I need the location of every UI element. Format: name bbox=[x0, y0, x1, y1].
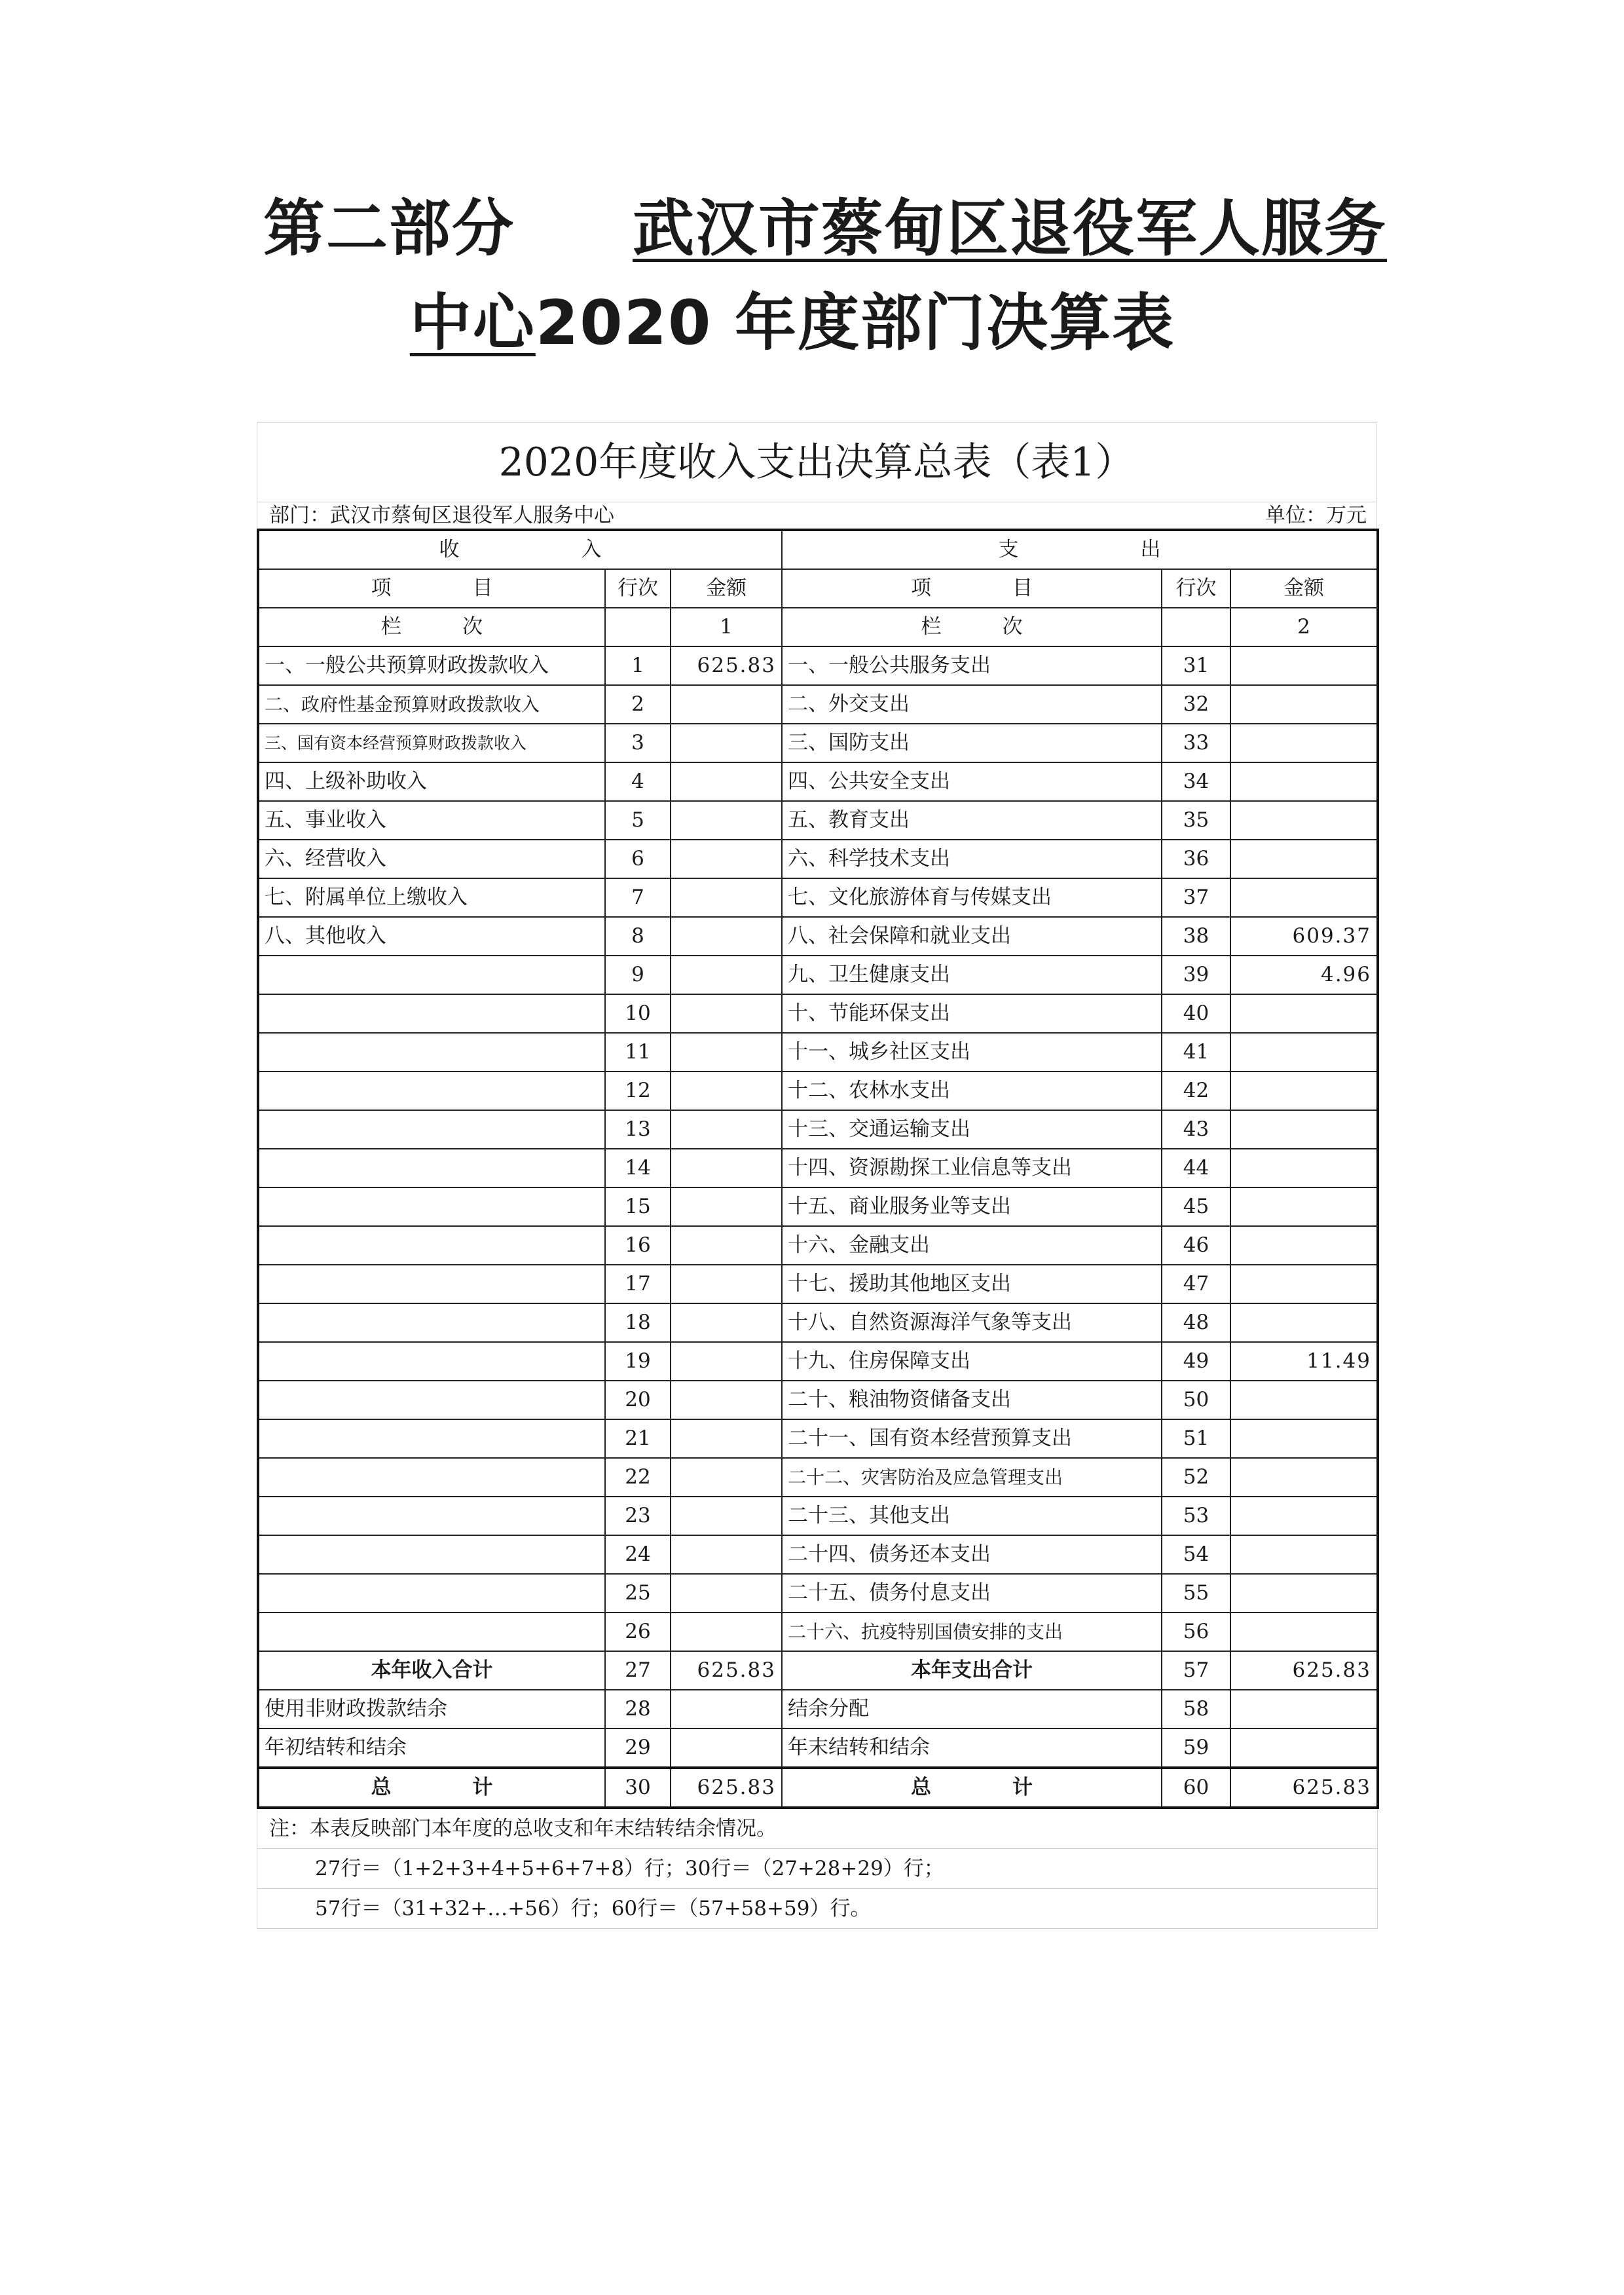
expense-item-cell: 十八、自然资源海洋气象等支出 bbox=[782, 1303, 1162, 1342]
expense-amount-cell bbox=[1230, 1381, 1378, 1419]
table-row bbox=[258, 762, 1378, 801]
income-amount-cell bbox=[671, 1690, 782, 1728]
income-lan-number: 1 bbox=[671, 608, 782, 646]
expense-row-no-cell: 31 bbox=[1162, 646, 1230, 685]
income-row-no-cell: 26 bbox=[605, 1613, 671, 1651]
expense-amount-cell bbox=[1230, 1613, 1378, 1651]
income-item-cell: 使用非财政拨款结余 bbox=[258, 1690, 605, 1728]
income-amount-cell bbox=[671, 840, 782, 878]
expense-row-no-cell: 50 bbox=[1162, 1381, 1230, 1419]
expense-row-no-cell: 34 bbox=[1162, 762, 1230, 801]
table-row bbox=[258, 801, 1378, 840]
income-amount-cell: 625.83 bbox=[671, 1651, 782, 1690]
table-row bbox=[258, 878, 1378, 917]
expense-amount-cell bbox=[1230, 1226, 1378, 1265]
expense-row-no-cell: 43 bbox=[1162, 1110, 1230, 1149]
expense-amount-cell: 11.49 bbox=[1230, 1342, 1378, 1381]
income-item-cell bbox=[258, 1574, 605, 1613]
expense-header: 支 出 bbox=[782, 530, 1378, 569]
department-label: 部门：武汉市蔡甸区退役军人服务中心 bbox=[269, 504, 614, 527]
expense-item-cell: 二十二、灾害防治及应急管理支出 bbox=[782, 1458, 1162, 1497]
subtotal-row bbox=[258, 1651, 1378, 1690]
income-amount-cell bbox=[671, 762, 782, 801]
table-row bbox=[258, 685, 1378, 724]
income-row-no-cell: 4 bbox=[605, 762, 671, 801]
table-row bbox=[258, 724, 1378, 762]
expense-row-no-cell: 42 bbox=[1162, 1072, 1230, 1110]
income-row-no-cell: 13 bbox=[605, 1110, 671, 1149]
expense-amount-cell bbox=[1230, 1303, 1378, 1342]
expense-amount-cell bbox=[1230, 685, 1378, 724]
table-row bbox=[258, 1535, 1378, 1574]
income-row-no-cell: 19 bbox=[605, 1342, 671, 1381]
income-row-no-cell: 17 bbox=[605, 1265, 671, 1303]
income-amount-cell bbox=[671, 1574, 782, 1613]
note-line: 注：本表反映部门本年度的总收支和年末结转结余情况。 bbox=[269, 1817, 777, 1840]
expense-item-cell: 七、文化旅游体育与传媒支出 bbox=[782, 878, 1162, 917]
expense-item-cell: 二十一、国有资本经营预算支出 bbox=[782, 1419, 1162, 1458]
income-item-cell bbox=[258, 1303, 605, 1342]
expense-item-cell: 十七、援助其他地区支出 bbox=[782, 1265, 1162, 1303]
income-item-cell: 三、国有资本经营预算财政拨款收入 bbox=[258, 724, 605, 762]
income-item-header: 项 目 bbox=[258, 569, 605, 608]
expense-amount-cell bbox=[1230, 801, 1378, 840]
expense-amount-cell bbox=[1230, 1033, 1378, 1072]
expense-row-no-cell: 33 bbox=[1162, 724, 1230, 762]
expense-row-no-cell: 44 bbox=[1162, 1149, 1230, 1187]
income-amount-cell bbox=[671, 1381, 782, 1419]
income-amount-cell bbox=[671, 724, 782, 762]
income-item-cell: 五、事业收入 bbox=[258, 801, 605, 840]
income-row-no-cell: 24 bbox=[605, 1535, 671, 1574]
section-header-row bbox=[258, 530, 1378, 569]
budget-sheet bbox=[257, 422, 1376, 1929]
table-row bbox=[258, 917, 1378, 956]
expense-row-no-header: 行次 bbox=[1162, 569, 1230, 608]
table-row bbox=[258, 1574, 1378, 1613]
income-row-no-cell: 30 bbox=[605, 1768, 671, 1808]
income-expense-table bbox=[257, 529, 1379, 1809]
expense-item-cell: 五、教育支出 bbox=[782, 801, 1162, 840]
expense-row-no-cell: 45 bbox=[1162, 1187, 1230, 1226]
column-number-row bbox=[258, 608, 1378, 646]
income-item-cell: 六、经营收入 bbox=[258, 840, 605, 878]
expense-row-no-cell: 57 bbox=[1162, 1651, 1230, 1690]
income-row-no-cell: 2 bbox=[605, 685, 671, 724]
table-row bbox=[258, 1072, 1378, 1110]
income-amount-cell bbox=[671, 917, 782, 956]
table-row bbox=[258, 1187, 1378, 1226]
income-row-no-cell: 20 bbox=[605, 1381, 671, 1419]
expense-item-cell: 十六、金融支出 bbox=[782, 1226, 1162, 1265]
income-row-no-cell: 11 bbox=[605, 1033, 671, 1072]
income-row-no-cell: 6 bbox=[605, 840, 671, 878]
table-row bbox=[258, 1381, 1378, 1419]
income-item-cell: 二、政府性基金预算财政拨款收入 bbox=[258, 685, 605, 724]
income-amount-cell bbox=[671, 878, 782, 917]
table-row bbox=[258, 1728, 1378, 1768]
expense-amount-cell bbox=[1230, 1535, 1378, 1574]
expense-amount-cell bbox=[1230, 1458, 1378, 1497]
expense-item-cell: 二、外交支出 bbox=[782, 685, 1162, 724]
table-row bbox=[258, 956, 1378, 994]
table-row bbox=[258, 1613, 1378, 1651]
income-header: 收 入 bbox=[258, 530, 782, 569]
income-item-cell bbox=[258, 1110, 605, 1149]
income-item-cell bbox=[258, 1187, 605, 1226]
expense-row-no-cell: 48 bbox=[1162, 1303, 1230, 1342]
expense-item-cell: 十五、商业服务业等支出 bbox=[782, 1187, 1162, 1226]
income-item-cell bbox=[258, 1149, 605, 1187]
expense-amount-cell bbox=[1230, 1419, 1378, 1458]
income-amount-cell bbox=[671, 1187, 782, 1226]
expense-item-cell: 二十五、债务付息支出 bbox=[782, 1574, 1162, 1613]
income-item-cell bbox=[258, 1613, 605, 1651]
expense-item-cell: 二十六、抗疫特别国债安排的支出 bbox=[782, 1613, 1162, 1651]
income-row-no-cell: 9 bbox=[605, 956, 671, 994]
income-row-no-cell: 15 bbox=[605, 1187, 671, 1226]
table-row bbox=[258, 1149, 1378, 1187]
income-lan-blank bbox=[605, 608, 671, 646]
expense-amount-cell: 625.83 bbox=[1230, 1651, 1378, 1690]
income-amount-cell bbox=[671, 1497, 782, 1535]
expense-item-cell: 三、国防支出 bbox=[782, 724, 1162, 762]
income-row-no-cell: 5 bbox=[605, 801, 671, 840]
expense-amount-header: 金额 bbox=[1230, 569, 1378, 608]
income-lan-label: 栏 次 bbox=[258, 608, 605, 646]
expense-amount-cell bbox=[1230, 1574, 1378, 1613]
expense-row-no-cell: 51 bbox=[1162, 1419, 1230, 1458]
heading-line-1 bbox=[13, 180, 1624, 278]
heading-org-name-cont: 中心 bbox=[409, 288, 536, 359]
note-formula-line: 57行＝（31+32+…+56）行；60行＝（57+58+59）行。 bbox=[257, 1888, 1377, 1928]
income-amount-cell bbox=[671, 1226, 782, 1265]
income-amount-cell bbox=[671, 1535, 782, 1574]
table-row bbox=[258, 1303, 1378, 1342]
expense-lan-blank bbox=[1162, 608, 1230, 646]
expense-amount-cell bbox=[1230, 724, 1378, 762]
income-amount-cell bbox=[671, 1728, 782, 1768]
expense-item-cell: 结余分配 bbox=[782, 1690, 1162, 1728]
expense-item-cell: 四、公共安全支出 bbox=[782, 762, 1162, 801]
income-row-no-cell: 12 bbox=[605, 1072, 671, 1110]
heading-org-name: 武汉市蔡甸区退役军人服务 bbox=[633, 193, 1388, 265]
expense-row-no-cell: 38 bbox=[1162, 917, 1230, 956]
income-row-no-cell: 3 bbox=[605, 724, 671, 762]
income-item-cell bbox=[258, 1458, 605, 1497]
page-heading bbox=[0, 180, 1624, 373]
notes-block bbox=[257, 1809, 1378, 1929]
expense-row-no-cell: 41 bbox=[1162, 1033, 1230, 1072]
expense-row-no-cell: 58 bbox=[1162, 1690, 1230, 1728]
income-row-no-cell: 21 bbox=[605, 1419, 671, 1458]
expense-row-no-cell: 53 bbox=[1162, 1497, 1230, 1535]
expense-lan-number: 2 bbox=[1230, 608, 1378, 646]
income-item-cell bbox=[258, 1419, 605, 1458]
income-item-cell: 一、一般公共预算财政拨款收入 bbox=[258, 646, 605, 685]
expense-item-cell: 十一、城乡社区支出 bbox=[782, 1033, 1162, 1072]
income-amount-cell bbox=[671, 1303, 782, 1342]
income-amount-cell bbox=[671, 1265, 782, 1303]
expense-item-cell: 年末结转和结余 bbox=[782, 1728, 1162, 1768]
table-row bbox=[258, 1419, 1378, 1458]
income-amount-cell bbox=[671, 1149, 782, 1187]
expense-amount-cell bbox=[1230, 762, 1378, 801]
income-item-cell bbox=[258, 956, 605, 994]
income-amount-cell bbox=[671, 994, 782, 1033]
expense-amount-cell bbox=[1230, 1690, 1378, 1728]
expense-item-cell: 十九、住房保障支出 bbox=[782, 1342, 1162, 1381]
heading-line-2 bbox=[0, 274, 1604, 373]
unit-label: 单位：万元 bbox=[1265, 504, 1367, 527]
income-item-cell bbox=[258, 1072, 605, 1110]
expense-row-no-cell: 40 bbox=[1162, 994, 1230, 1033]
income-row-no-cell: 10 bbox=[605, 994, 671, 1033]
table-row bbox=[258, 1497, 1378, 1535]
income-row-no-cell: 18 bbox=[605, 1303, 671, 1342]
income-item-cell: 本年收入合计 bbox=[258, 1651, 605, 1690]
income-amount-cell bbox=[671, 1110, 782, 1149]
expense-amount-cell bbox=[1230, 646, 1378, 685]
income-item-cell: 总 计 bbox=[258, 1768, 605, 1808]
table-row bbox=[258, 1690, 1378, 1728]
expense-amount-cell: 609.37 bbox=[1230, 917, 1378, 956]
expense-amount-cell bbox=[1230, 878, 1378, 917]
income-amount-cell bbox=[671, 801, 782, 840]
income-row-no-cell: 16 bbox=[605, 1226, 671, 1265]
expense-row-no-cell: 39 bbox=[1162, 956, 1230, 994]
income-item-cell bbox=[258, 1535, 605, 1574]
income-row-no-cell: 7 bbox=[605, 878, 671, 917]
expense-amount-cell bbox=[1230, 1149, 1378, 1187]
table-row bbox=[258, 1110, 1378, 1149]
expense-row-no-cell: 52 bbox=[1162, 1458, 1230, 1497]
income-item-cell bbox=[258, 1033, 605, 1072]
income-row-no-cell: 27 bbox=[605, 1651, 671, 1690]
expense-amount-cell: 4.96 bbox=[1230, 956, 1378, 994]
note-formula-line: 27行＝（1+2+3+4+5+6+7+8）行；30行＝（27+28+29）行； bbox=[257, 1848, 1377, 1888]
table-row bbox=[258, 1342, 1378, 1381]
income-row-no-cell: 28 bbox=[605, 1690, 671, 1728]
heading-year-title: 2020 年度部门决算表 bbox=[535, 288, 1175, 359]
table-row bbox=[258, 1265, 1378, 1303]
expense-amount-cell bbox=[1230, 1265, 1378, 1303]
income-item-cell: 七、附属单位上缴收入 bbox=[258, 878, 605, 917]
income-row-no-cell: 29 bbox=[605, 1728, 671, 1768]
expense-amount-cell: 625.83 bbox=[1230, 1768, 1378, 1808]
table-row bbox=[258, 646, 1378, 685]
expense-item-cell: 十四、资源勘探工业信息等支出 bbox=[782, 1149, 1162, 1187]
income-amount-cell bbox=[671, 1458, 782, 1497]
expense-item-cell: 二十、粮油物资储备支出 bbox=[782, 1381, 1162, 1419]
table-row bbox=[258, 994, 1378, 1033]
income-amount-cell bbox=[671, 956, 782, 994]
income-item-cell bbox=[258, 1381, 605, 1419]
income-row-no-header: 行次 bbox=[605, 569, 671, 608]
expense-item-cell: 二十四、债务还本支出 bbox=[782, 1535, 1162, 1574]
table-row bbox=[258, 1458, 1378, 1497]
income-amount-cell bbox=[671, 1613, 782, 1651]
expense-row-no-cell: 54 bbox=[1162, 1535, 1230, 1574]
expense-amount-cell bbox=[1230, 1072, 1378, 1110]
expense-item-cell: 六、科学技术支出 bbox=[782, 840, 1162, 878]
expense-item-cell: 九、卫生健康支出 bbox=[782, 956, 1162, 994]
table-row bbox=[258, 1226, 1378, 1265]
expense-amount-cell bbox=[1230, 840, 1378, 878]
table-row bbox=[258, 840, 1378, 878]
expense-row-no-cell: 56 bbox=[1162, 1613, 1230, 1651]
income-amount-cell bbox=[671, 1072, 782, 1110]
income-item-cell: 八、其他收入 bbox=[258, 917, 605, 956]
expense-amount-cell bbox=[1230, 1497, 1378, 1535]
income-row-no-cell: 23 bbox=[605, 1497, 671, 1535]
expense-item-cell: 十三、交通运输支出 bbox=[782, 1110, 1162, 1149]
expense-item-cell: 十二、农林水支出 bbox=[782, 1072, 1162, 1110]
expense-item-cell: 总 计 bbox=[782, 1768, 1162, 1808]
income-item-cell: 四、上级补助收入 bbox=[258, 762, 605, 801]
income-amount-cell bbox=[671, 1342, 782, 1381]
expense-lan-label: 栏 次 bbox=[782, 608, 1162, 646]
expense-row-no-cell: 49 bbox=[1162, 1342, 1230, 1381]
expense-item-header: 项 目 bbox=[782, 569, 1162, 608]
expense-row-no-cell: 60 bbox=[1162, 1768, 1230, 1808]
income-item-cell bbox=[258, 1265, 605, 1303]
income-row-no-cell: 1 bbox=[605, 646, 671, 685]
expense-row-no-cell: 35 bbox=[1162, 801, 1230, 840]
income-item-cell bbox=[258, 994, 605, 1033]
income-amount-cell bbox=[671, 685, 782, 724]
income-amount-cell: 625.83 bbox=[671, 1768, 782, 1808]
income-row-no-cell: 22 bbox=[605, 1458, 671, 1497]
table-title: 2020年度收入支出决算总表（表1） bbox=[257, 422, 1376, 502]
income-item-cell bbox=[258, 1497, 605, 1535]
expense-item-cell: 十、节能环保支出 bbox=[782, 994, 1162, 1033]
table-row bbox=[258, 1033, 1378, 1072]
expense-amount-cell bbox=[1230, 1728, 1378, 1768]
income-item-cell: 年初结转和结余 bbox=[258, 1728, 605, 1768]
income-item-cell bbox=[258, 1226, 605, 1265]
income-amount-cell bbox=[671, 1419, 782, 1458]
expense-row-no-cell: 37 bbox=[1162, 878, 1230, 917]
expense-item-cell: 八、社会保障和就业支出 bbox=[782, 917, 1162, 956]
expense-row-no-cell: 36 bbox=[1162, 840, 1230, 878]
expense-row-no-cell: 46 bbox=[1162, 1226, 1230, 1265]
income-amount-header: 金额 bbox=[671, 569, 782, 608]
column-header-row bbox=[258, 569, 1378, 608]
expense-row-no-cell: 32 bbox=[1162, 685, 1230, 724]
expense-row-no-cell: 55 bbox=[1162, 1574, 1230, 1613]
expense-amount-cell bbox=[1230, 1110, 1378, 1149]
income-amount-cell bbox=[671, 1033, 782, 1072]
heading-part: 第二部分 bbox=[263, 193, 515, 265]
expense-row-no-cell: 59 bbox=[1162, 1728, 1230, 1768]
expense-item-cell: 二十三、其他支出 bbox=[782, 1497, 1162, 1535]
grand-total-row bbox=[258, 1768, 1378, 1808]
income-row-no-cell: 25 bbox=[605, 1574, 671, 1613]
income-row-no-cell: 8 bbox=[605, 917, 671, 956]
expense-amount-cell bbox=[1230, 1187, 1378, 1226]
income-row-no-cell: 14 bbox=[605, 1149, 671, 1187]
income-amount-cell: 625.83 bbox=[671, 646, 782, 685]
expense-item-cell: 本年支出合计 bbox=[782, 1651, 1162, 1690]
income-item-cell bbox=[258, 1342, 605, 1381]
expense-item-cell: 一、一般公共服务支出 bbox=[782, 646, 1162, 685]
expense-amount-cell bbox=[1230, 994, 1378, 1033]
expense-row-no-cell: 47 bbox=[1162, 1265, 1230, 1303]
meta-row bbox=[257, 502, 1376, 529]
